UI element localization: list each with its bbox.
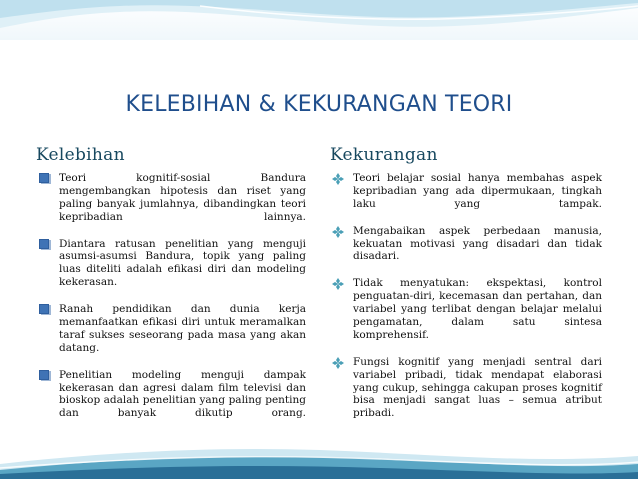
checkbox-square-bullet-icon — [36, 239, 52, 251]
list-item — [330, 172, 602, 224]
checkbox-square-bullet-icon — [36, 304, 52, 316]
kekurangan-list — [330, 172, 602, 434]
list-item — [36, 369, 306, 434]
list-item-text: Penelitian modeling menguji dampak kekerasan dan agresi dalam film televisi dan bioskop adalah penelitian yang paling penting dan banyak dikutip orang. — [59, 368, 306, 420]
kekurangan-heading: Kekurangan — [330, 145, 438, 165]
list-item-text: Teori belajar sosial hanya membahas aspek kepribadian yang ada dipermukaan, tingkah laku yang tampak. — [353, 172, 602, 210]
list-item-text: Ranah pendidikan dan dunia kerja memanfaatkan efikasi diri untuk meramalkan taraf sukses seseorang pada masa yang akan datang. — [59, 303, 306, 354]
list-item — [36, 172, 306, 237]
kelebihan-list — [36, 172, 306, 434]
four-diamond-bullet-icon — [330, 226, 346, 238]
list-item — [330, 277, 602, 354]
kelebihan-heading: Kelebihan — [36, 145, 125, 165]
list-item — [36, 238, 306, 303]
list-item-text: Mengabaikan aspek perbedaan manusia, kekuatan motivasi yang disadari dan tidak disadari. — [353, 224, 602, 263]
list-item — [330, 225, 602, 277]
four-diamond-bullet-icon — [330, 278, 346, 290]
four-diamond-bullet-icon — [330, 357, 346, 369]
list-item-text: Diantara ratusan penelitian yang menguji asumsi-asumsi Bandura, topik yang paling luas diteliti adalah efikasi diri dan modeling kekerasan. — [59, 237, 306, 289]
checkbox-square-bullet-icon — [36, 173, 52, 185]
checkbox-square-bullet-icon — [36, 370, 52, 382]
list-item-text: Teori kognitif-sosial Bandura mengembangkan hipotesis dan riset yang paling banyak jumlahnya, dibandingkan teori kepribadian lainnya. — [59, 172, 306, 223]
top-wave-decoration — [0, 0, 638, 60]
list-item — [36, 303, 306, 368]
four-diamond-bullet-icon — [330, 173, 346, 185]
list-item-text: Fungsi kognitif yang menjadi sentral dari variabel pribadi, tidak mendapat elaborasi yang cukup, sehingga cakupan proses kognitif bisa menjadi sangat luas – semua atribut pribadi. — [353, 355, 602, 420]
slide-title: KELEBIHAN & KEKURANGAN TEORI — [125, 92, 513, 117]
list-item-text: Tidak menyatukan: ekspektasi, kontrol penguatan-diri, kecemasan dan pertahan, dan variabel yang terlibat dengan belajar melalui pengamatan, dalam satu sintesa komprehensif. — [353, 277, 602, 341]
list-item — [330, 356, 602, 433]
